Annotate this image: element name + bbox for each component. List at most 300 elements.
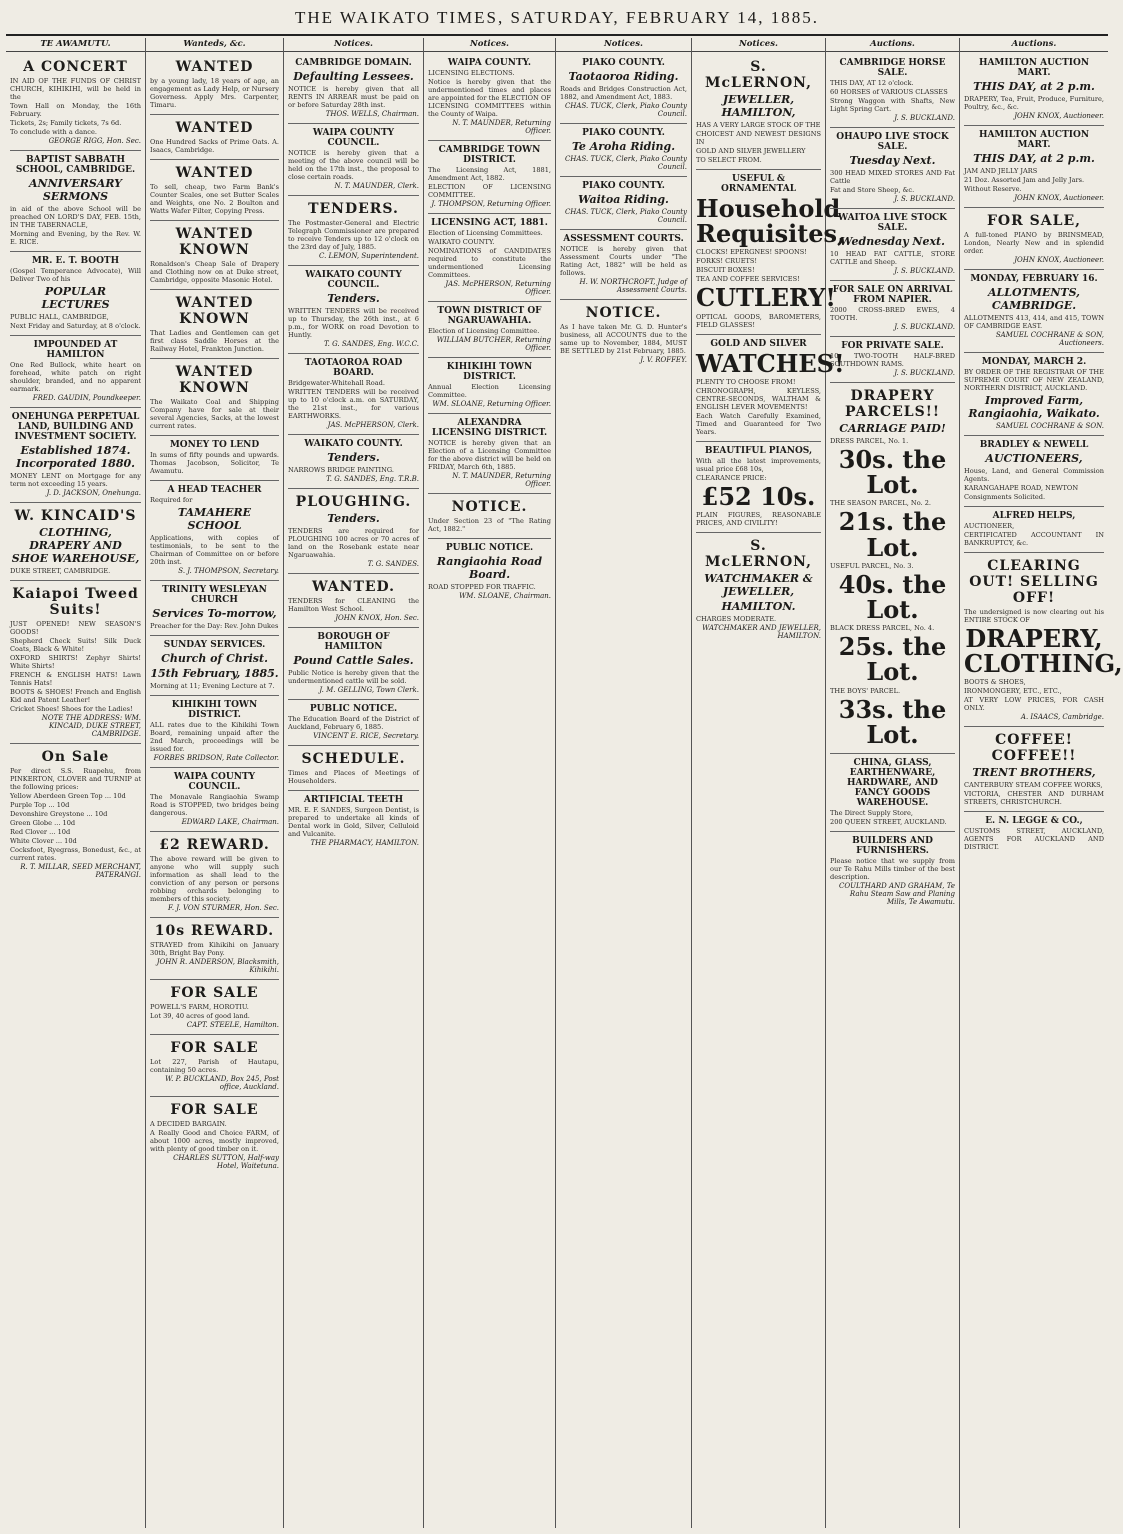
ad-text: With all the latest improvements, usual price £68 10s, xyxy=(696,456,821,473)
ad-text: MONEY LENT on Mortgage for any term not exceeding 15 years. xyxy=(10,472,141,488)
ad-signature: JAS. McPHERSON, Returning Officer. xyxy=(445,280,551,296)
ad-title: E. N. LEGGE & CO., xyxy=(985,816,1083,827)
advertisement xyxy=(150,290,279,359)
ad-text: THIS DAY, at 2 p.m. xyxy=(973,152,1095,165)
ad-title: BOROUGH OF HAMILTON xyxy=(317,632,390,652)
ad-title: ARTIFICIAL TEETH xyxy=(303,795,404,805)
column-6 xyxy=(692,38,846,1528)
ad-text: Services To-morrow, xyxy=(152,607,277,620)
ad-text: CARRIAGE PAID! xyxy=(839,422,946,435)
ad-text: House, Land, and General Commission Agents. xyxy=(964,467,1104,483)
ad-text: Tenders. xyxy=(327,292,380,305)
advertisement xyxy=(964,208,1104,270)
ad-title: WAIPA COUNTY COUNCIL. xyxy=(312,128,395,148)
ad-title: WANTED. xyxy=(311,579,396,595)
ad-text: Preacher for the Day: Rev. John Dukes xyxy=(150,622,279,630)
ad-text: Public Notice is hereby given that the undermentioned cattle will be sold. xyxy=(288,669,419,685)
advertisement xyxy=(150,581,279,636)
ad-text: In sums of fifty pounds and upwards. Thomas Jacobson, Solicitor, Te Awamutu. xyxy=(150,451,279,475)
ad-title: SUNDAY SERVICES. xyxy=(163,640,266,650)
advertisement xyxy=(288,746,419,791)
ad-title: HAMILTON AUCTION MART. xyxy=(978,130,1090,150)
ad-text: TENDERS are required for PLOUGHING 100 acres or 70 acres of land on the Rosebank estate near Ngaruawahia. xyxy=(288,527,419,559)
column-header: Auctions. xyxy=(960,38,1108,52)
ad-title: A HEAD TEACHER xyxy=(167,485,262,495)
ad-title: ONEHUNGA PERPETUAL LAND, BUILDING AND INVESTMENT SOCIETY. xyxy=(11,412,140,442)
ad-text: PUBLIC HALL, CAMBRIDGE, xyxy=(10,313,109,321)
ad-text: One Red Bullock, white heart on forehead, white patch on right shoulder, branded, and no apparent earmark. xyxy=(10,361,141,393)
advertisement xyxy=(830,754,955,832)
ad-text: The Waikato Coal and Shipping Company have for sale at their several Agencies, Sacks, at the lowest current rates. xyxy=(150,398,279,430)
ad-title: ALEXANDRA LICENSING DISTRICT. xyxy=(431,418,548,438)
ad-text: A Really Good and Choice FARM, of about 1000 acres, mostly improved, with plenty of good timber on it. xyxy=(150,1129,279,1153)
ad-text: GOLD AND SILVER JEWELLERY xyxy=(696,147,806,155)
ad-text: Fat and Store Sheep, &c. xyxy=(830,186,915,194)
advertisement xyxy=(560,124,687,177)
ad-text: 25s. the Lot. xyxy=(838,632,947,687)
ad-text: BISCUIT BOXES! xyxy=(696,266,755,275)
column-header: Notices. xyxy=(556,38,691,52)
advertisement xyxy=(830,383,955,754)
ad-text: Bridgewater-Whitehall Road. xyxy=(288,379,385,387)
ad-text: Improved Farm, Rangiaohia, Waikato. xyxy=(968,394,1100,420)
ad-signature: F. J. VON STURMER, Hon. Sec. xyxy=(168,904,279,912)
ad-text: A full-toned PIANO by BRINSMEAD, London, Nearly New and in splendid order. xyxy=(964,231,1104,255)
advertisement xyxy=(830,209,955,281)
ad-text: TO SELECT FROM. xyxy=(696,156,762,164)
ad-text: Election of Licensing Committee. xyxy=(428,327,540,335)
ad-title: SCHEDULE. xyxy=(301,751,406,767)
advertisement xyxy=(428,414,551,494)
ad-text: The Monavale Rangiaohia Swamp Road is STOPPED, two bridges being dangerous. xyxy=(150,793,279,817)
advertisement xyxy=(964,812,1104,856)
advertisement xyxy=(10,336,141,408)
ad-text: CHRONOGRAPH, KEYLESS, CENTRE-SECONDS, WALTHAM & ENGLISH LEVER MOVEMENTS! xyxy=(696,386,821,411)
ad-text: NOTICE is hereby given that an Election of a Licensing Committee for the above district will be held on FRIDAY, March 6th, 1885. xyxy=(428,439,551,471)
advertisement xyxy=(288,196,419,266)
ad-text: JAM AND JELLY JARS xyxy=(964,167,1038,175)
ad-text: Roads and Bridges Construction Act, 1882, and Amendment Act, 1883. xyxy=(560,85,687,101)
ad-signature: J. M. GELLING, Town Clerk. xyxy=(319,686,419,694)
ad-signature: SAMUEL COCHRANE & SON, Auctioneers. xyxy=(995,331,1104,347)
ad-text: FRENCH & ENGLISH HATS! Lawn Tennis Hats! xyxy=(10,671,141,687)
ad-signature: J. S. BUCKLAND. xyxy=(894,323,955,331)
ad-text: TRENT BROTHERS, xyxy=(972,766,1096,780)
ad-text: NOMINATIONS of CANDIDATES required to constitute the undermentioned Licensing Committees. xyxy=(428,247,551,279)
ad-title: NOTICE. xyxy=(585,305,662,321)
advertisement xyxy=(10,151,141,252)
ad-title: IMPOUNDED AT HAMILTON xyxy=(33,340,118,360)
ad-title: HAMILTON AUCTION MART. xyxy=(978,58,1090,78)
advertisement xyxy=(830,281,955,337)
advertisement xyxy=(964,270,1104,353)
advertisement xyxy=(150,980,279,1035)
ad-signature: N. T. MAUNDER, Clerk. xyxy=(334,182,419,190)
ad-signature: S. J. THOMPSON, Secretary. xyxy=(178,567,279,575)
ad-title: WAIPA COUNTY. xyxy=(447,58,532,68)
ad-text: AUCTIONEERS, xyxy=(985,452,1083,465)
ad-text: CLOCKS! EPERGNES! SPOONS! xyxy=(696,248,807,257)
ad-text: WRITTEN TENDERS will be received up to 10 o'clock a.m. on SATURDAY, the 21st inst., for various EARTHWORKS. xyxy=(288,388,419,420)
ad-text: Under Section 23 of "The Rating Act, 1882." xyxy=(428,517,551,533)
column-header: Notices. xyxy=(284,38,423,52)
ad-title: TRINITY WESLEYAN CHURCH xyxy=(162,585,267,605)
ad-title: CAMBRIDGE TOWN DISTRICT. xyxy=(438,145,541,165)
advertisement xyxy=(288,54,419,124)
ad-signature: T. G. SANDES, Eng. T.R.B. xyxy=(326,475,419,483)
column-5 xyxy=(556,38,692,1528)
advertisement xyxy=(964,436,1104,507)
ad-text: Green Globe ... 10d xyxy=(10,819,76,827)
ad-title: FOR SALE xyxy=(170,1102,259,1118)
ad-signature: WM. SLOANE, Chairman. xyxy=(459,592,551,600)
advertisement xyxy=(428,302,551,358)
advertisement xyxy=(10,503,141,581)
ad-text: WRITTEN TENDERS will be received up to Thursday, the 26th inst., at 6 p.m., for WORK on road Devotion to Huntly. xyxy=(288,307,419,339)
ad-text: Lot 39, 40 acres of good land. xyxy=(150,1012,250,1020)
ad-title: PUBLIC NOTICE. xyxy=(445,543,534,553)
ad-text: Annual Election Licensing Committee. xyxy=(428,383,551,399)
ad-text: Household Requisites, xyxy=(696,194,846,249)
ad-text: Tenders. xyxy=(327,512,380,525)
ad-signature: THE PHARMACY, HAMILTON. xyxy=(310,839,419,847)
ad-text: IRONMONGERY, ETC., ETC., xyxy=(964,687,1062,696)
ad-text: 60 HORSES of VARIOUS CLASSES xyxy=(830,88,948,96)
ad-title: BEAUTIFUL PIANOS, xyxy=(704,445,813,456)
ad-title: CHINA, GLASS, EARTHENWARE, HARDWARE, AND FANCY GOODS WAREHOUSE. xyxy=(847,757,938,808)
ad-signature: VINCENT E. RICE, Secretary. xyxy=(313,732,419,740)
masthead: THE WAIKATO TIMES, SATURDAY, FEBRUARY 14, 1885. xyxy=(294,8,820,27)
masthead-rule xyxy=(6,34,1108,36)
advertisement xyxy=(560,300,687,369)
advertisement xyxy=(428,54,551,141)
advertisement xyxy=(150,160,279,221)
column-4 xyxy=(424,38,556,1528)
column-header: Notices. xyxy=(424,38,555,52)
advertisement xyxy=(150,1097,279,1175)
ad-text: PLENTY TO CHOOSE FROM! xyxy=(696,377,796,386)
ad-text: To conclude with a dance. xyxy=(10,128,97,136)
ad-signature: CAPT. STEELE, Hamilton. xyxy=(186,1021,279,1029)
ad-signature: J. D. JACKSON, Onehunga. xyxy=(46,489,141,497)
ad-text: NARROWS BRIDGE PAINTING. xyxy=(288,466,395,474)
ad-text: Required for xyxy=(150,496,193,504)
advertisement xyxy=(150,54,279,115)
ad-text: Wednesday Next. xyxy=(840,235,945,248)
ad-text: DRAPERY, Tea, Fruit, Produce, Furniture, Poultry, &c., &c. xyxy=(964,95,1104,111)
advertisement xyxy=(288,435,419,489)
ad-text: USEFUL PARCEL, No. 3. xyxy=(830,561,914,570)
ad-title: WANTED KNOWN xyxy=(175,226,254,258)
ad-text: The Licensing Act, 1881, Amendment Act, 1882. xyxy=(428,166,551,182)
ad-text: ELECTION OF LICENSING COMMITTEE. xyxy=(428,183,551,199)
ad-text: by a young lady, 18 years of age, an engagement as Lady Help, or Nursery Governess. Apply Mrs. Carpenter, Timaru. xyxy=(150,77,279,109)
advertisement xyxy=(288,124,419,196)
ad-text: TAMAHERE SCHOOL xyxy=(177,506,252,532)
ad-title: TOWN DISTRICT OF NGARUAWAHIA. xyxy=(437,306,542,326)
advertisement xyxy=(150,221,279,290)
ad-text: JUST OPENED! NEW SEASON'S GOODS! xyxy=(10,620,141,636)
ad-text: Waitoa Riding. xyxy=(578,193,669,206)
ad-text: ANNIVERSARY SERMONS xyxy=(29,177,122,203)
ad-text: DRAPERY, CLOTHING, xyxy=(964,624,1123,679)
ad-text: BY ORDER OF THE REGISTRAR OF THE SUPREME COURT OF NEW ZEALAND, NORTHERN DISTRICT, AUCKLAND. xyxy=(964,368,1104,392)
ad-title: ASSESSMENT COURTS. xyxy=(563,234,684,244)
advertisement xyxy=(964,507,1104,553)
ad-text: ALL rates due to the Kihikihi Town Board, remaining unpaid after the 2nd March, proceedings will be issued for. xyxy=(150,721,279,753)
ad-text: Times and Places of Meetings of Householders. xyxy=(288,769,419,785)
ad-text: (Gospel Temperance Advocate), Will Deliver Two of his xyxy=(10,267,141,283)
ad-text: AT VERY LOW PRICES, FOR CASH ONLY. xyxy=(964,696,1104,713)
ad-text: Morning at 11; Evening Lecture at 7. xyxy=(150,682,275,690)
ad-text: One Hundred Sacks of Prime Oats. A. Isaacs, Cambridge. xyxy=(150,138,279,154)
advertisement xyxy=(150,696,279,768)
ad-signature: WATCHMAKER AND JEWELLER, HAMILTON. xyxy=(702,623,821,640)
ad-signature: R. T. MILLAR, SEED MERCHANT, PATERANGI. xyxy=(20,863,141,879)
ad-text: 10 TWO-TOOTH HALF-BRED SOUTHDOWN RAMS. xyxy=(830,352,955,368)
ad-title: PIAKO COUNTY. xyxy=(582,128,665,138)
ad-title: MONDAY, MARCH 2. xyxy=(981,357,1087,367)
advertisement xyxy=(830,54,955,128)
ad-text: Taotaoroa Riding. xyxy=(568,70,679,83)
ad-signature: W. P. BUCKLAND, Box 245, Post office, Auckland. xyxy=(165,1075,279,1091)
ad-signature: CHAS. TUCK, Clerk, Piako County Council. xyxy=(564,155,687,171)
ad-signature: JAS. McPHERSON, Clerk. xyxy=(327,421,419,429)
ad-title: PIAKO COUNTY. xyxy=(582,58,665,68)
advertisement xyxy=(696,170,846,335)
column-2 xyxy=(146,38,284,1528)
ad-text: The Direct Supply Store, xyxy=(830,808,913,817)
ad-title: S. McLERNON, xyxy=(705,59,812,91)
advertisement xyxy=(696,442,821,533)
ad-signature: JOHN KNOX, Auctioneer. xyxy=(1014,112,1104,120)
ad-title: COFFEE! COFFEE!! xyxy=(991,732,1077,765)
ad-title: FOR SALE, xyxy=(986,213,1081,229)
ad-title: FOR SALE xyxy=(170,1040,259,1056)
advertisement xyxy=(288,354,419,435)
ad-title: £2 REWARD. xyxy=(159,837,270,853)
advertisement xyxy=(428,214,551,302)
column-header: Notices. xyxy=(692,38,825,52)
ad-text: Purple Top ... 10d xyxy=(10,801,70,809)
ad-title: BUILDERS AND FURNISHERS. xyxy=(852,835,933,856)
advertisement xyxy=(830,128,955,209)
ad-text: Notice is hereby given that the undermentioned times and places are appointed for the ELECTION OF LICENSING COMMITTEES within the County of Waipa. xyxy=(428,78,551,118)
ad-title: MONEY TO LEND xyxy=(169,440,260,450)
ad-title: WANTED xyxy=(175,59,254,75)
ad-text: Ronaldson's Cheap Sale of Drapery and Clothing now on at Duke street, Cambridge, opposite Masonic Hotel. xyxy=(150,260,279,284)
ad-title: PLOUGHING. xyxy=(295,494,412,510)
ad-title: DRAPERY PARCELS!! xyxy=(844,388,941,420)
ad-text: CERTIFICATED ACCOUNTANT IN BANKRUPTCY, &c. xyxy=(964,531,1104,547)
ad-signature: JOHN KNOX, Hon. Sec. xyxy=(335,614,419,622)
ad-text: FORKS! CRUETS! xyxy=(696,257,758,266)
ad-signature: A. ISAACS, Cambridge. xyxy=(1020,713,1104,722)
advertisement xyxy=(150,1035,279,1097)
ad-text: Election of Licensing Committees. xyxy=(428,229,543,237)
ad-text: KARANGAHAPE ROAD, NEWTON xyxy=(964,484,1079,492)
ad-title: PIAKO COUNTY. xyxy=(582,181,665,191)
ad-text: Tenders. xyxy=(327,451,380,464)
ad-text: Please notice that we supply from our Te Rahu Mills timber of the best description. xyxy=(830,856,955,881)
column-3 xyxy=(284,38,424,1528)
ad-text: WAIKATO COUNTY. xyxy=(428,238,495,246)
ad-text: As I have taken Mr. G. D. Hunter's business, all ACCOUNTS due to the same up to November, 1884, MUST BE SETTLED by 21st February, 1885. xyxy=(560,323,687,355)
ad-text: Established 1874. Incorporated 1880. xyxy=(16,444,135,470)
ad-title: GOLD AND SILVER xyxy=(710,338,807,349)
ad-signature: JOHN KNOX, Auctioneer. xyxy=(1014,256,1104,264)
ad-text: NOTICE is hereby given that Assessment Courts under "The Rating Act, 1882" will be held as follows. xyxy=(560,245,687,277)
advertisement xyxy=(288,489,419,574)
ad-text: POPULAR LECTURES xyxy=(41,285,110,311)
ad-text: OXFORD SHIRTS! Zephyr Shirts! White Shirts! xyxy=(10,654,141,670)
ad-text: ALLOTMENTS, CAMBRIDGE. xyxy=(988,286,1080,312)
advertisement xyxy=(964,126,1104,208)
ad-title: BAPTIST SABBATH SCHOOL, CAMBRIDGE. xyxy=(15,155,136,175)
ad-text: STRAYED from Kihikihi on January 30th, Bright Bay Pony. xyxy=(150,941,279,957)
advertisement xyxy=(428,539,551,605)
advertisement xyxy=(150,636,279,696)
ad-title: Kaiapoi Tweed Suits! xyxy=(12,586,139,618)
advertisement xyxy=(696,54,821,170)
advertisement xyxy=(964,353,1104,436)
ad-title: WANTED KNOWN xyxy=(175,295,254,327)
advertisement xyxy=(10,581,141,744)
ad-text: 300 HEAD MIXED STORES AND Fat Cattle xyxy=(830,169,955,185)
ad-text: Consignments Solicited. xyxy=(964,493,1046,501)
ad-signature: H. W. NORTHCROFT, Judge of Assessment Courts. xyxy=(579,278,687,294)
ad-text: £52 10s. xyxy=(701,481,816,511)
ad-text: WATCHES! xyxy=(696,348,845,378)
advertisement xyxy=(10,54,141,151)
ad-text: Pound Cattle Sales. xyxy=(293,654,414,667)
ad-text: 200 QUEEN STREET, AUCKLAND. xyxy=(830,817,947,826)
advertisement xyxy=(428,494,551,539)
advertisement xyxy=(150,768,279,832)
ad-title: KIHIKIHI TOWN DISTRICT. xyxy=(171,700,258,720)
ad-text: THE SEASON PARCEL, No. 2. xyxy=(830,499,932,508)
ad-title: W. KINCAID'S xyxy=(14,508,137,524)
ad-text: ROAD STOPPED FOR TRAFFIC. xyxy=(428,583,536,591)
ad-title: NOTICE. xyxy=(451,499,528,515)
ad-text: TENDERS for CLEANING the Hamilton West School. xyxy=(288,597,419,613)
ad-text: White Clover ... 10d xyxy=(10,837,77,845)
ad-signature: J. S. BUCKLAND. xyxy=(894,267,955,275)
advertisement xyxy=(150,359,279,436)
ad-text: 2000 CROSS-BRED EWES, 4 TOOTH. xyxy=(830,306,955,322)
ad-title: TAOTAOROA ROAD BOARD. xyxy=(304,358,403,378)
ad-text: HAMILTON. xyxy=(721,599,796,613)
ad-signature: CHAS. TUCK, Clerk, Piako County Council. xyxy=(564,208,687,224)
advertisement xyxy=(964,727,1104,812)
ad-text: in aid of the above School will be preached ON LORD'S DAY, FEB. 15th, IN THE TABERNACLE, xyxy=(10,205,141,229)
ad-signature: CHARLES SUTTON, Half-way Hotel, Waitetuna. xyxy=(173,1154,279,1170)
ad-text: CLEARANCE PRICE: xyxy=(696,473,767,482)
ad-text: Yellow Aberdeen Green Top ... 10d xyxy=(10,792,126,800)
ad-signature: SAMUEL COCHRANE & SON. xyxy=(995,422,1104,430)
ad-text: CHARGES MODERATE. xyxy=(696,614,777,623)
ad-signature: T. G. SANDES, Eng. W.C.C. xyxy=(324,340,419,348)
column-header: TE AWAMUTU. xyxy=(6,38,145,52)
ad-text: Next Friday and Saturday, at 8 o'clock. xyxy=(10,322,141,330)
advertisement xyxy=(10,408,141,503)
advertisement xyxy=(288,266,419,354)
ad-text: AUCTIONEER, xyxy=(964,522,1015,530)
ad-text: CUSTOMS STREET, AUCKLAND, AGENTS FOR AUCKLAND AND DISTRICT. xyxy=(964,827,1104,852)
advertisement xyxy=(150,115,279,160)
ad-title: WANTED xyxy=(175,165,254,181)
ad-text: BOOTS & SHOES, xyxy=(964,678,1026,687)
ad-signature: THOS. WELLS, Chairman. xyxy=(325,110,419,118)
ad-text: DRESS PARCEL, No. 1. xyxy=(830,437,909,445)
ad-title: S. McLERNON, xyxy=(705,537,812,570)
ad-title: ALFRED HELPS, xyxy=(992,511,1076,521)
ad-text: CUTLERY! xyxy=(696,283,836,313)
advertisement xyxy=(696,533,821,645)
column-1 xyxy=(6,38,146,1528)
ad-text: Shepherd Check Suits! Silk Duck Coats, Black & White! xyxy=(10,637,141,653)
ad-text: NOTICE is hereby given that a meeting of the above council will be held on the 17th inst., the proposal to close certain roads. xyxy=(288,149,419,181)
ad-text: Applications, with copies of testimonials, to be sent to the Chairman of Committee on or before 20th inst. xyxy=(150,534,279,566)
ad-text: Per direct S.S. Ruapehu, from PINKERTON, CLOVER and TURNIP at the following prices: xyxy=(10,767,141,791)
ad-title: PUBLIC NOTICE. xyxy=(309,704,398,714)
ad-title: OHAUPO LIVE STOCK SALE. xyxy=(836,132,949,152)
ad-title: MR. E. T. BOOTH xyxy=(31,256,120,266)
ad-text: Red Clover ... 10d xyxy=(10,828,71,836)
advertisement xyxy=(288,791,419,852)
ad-text: Te Aroha Riding. xyxy=(571,140,676,153)
advertisement xyxy=(428,141,551,214)
ad-signature: J. V. ROFFEY. xyxy=(640,356,687,364)
ad-text: TEA AND COFFEE SERVICES! xyxy=(696,275,800,284)
ad-text: CHOICEST AND NEWEST DESIGNS IN xyxy=(696,130,821,146)
ad-title: CLEARING OUT! SELLING OFF! xyxy=(969,558,1099,606)
ad-text: 21 Doz. Assorted Jam and Jelly Jars. xyxy=(964,176,1085,184)
ad-text: Rangiaohia Road Board. xyxy=(436,555,543,581)
ad-text: PLAIN FIGURES, REASONABLE PRICES, AND CIVILITY! xyxy=(696,510,821,527)
ad-title: A CONCERT xyxy=(23,59,128,75)
ad-text: Town Hall on Monday, the 16th February. xyxy=(10,102,141,118)
advertisement xyxy=(150,918,279,980)
advertisement xyxy=(830,832,955,911)
advertisement xyxy=(150,481,279,581)
advertisement xyxy=(288,628,419,700)
ad-text: Church of Christ. xyxy=(161,652,268,665)
ad-text: That Ladies and Gentlemen can get first class Saddle Horses at the Railway Hotel, Frankton Junction. xyxy=(150,329,279,353)
ad-title: FOR SALE ON ARRIVAL FROM NAPIER. xyxy=(832,285,953,305)
ad-title: WAIPA COUNTY COUNCIL. xyxy=(173,772,256,792)
advertisement xyxy=(560,177,687,230)
ad-text: CLOTHING, DRAPERY AND SHOE WAREHOUSE, xyxy=(11,526,140,565)
ad-text: Tickets, 2s; Family tickets, 7s 6d. xyxy=(10,119,122,127)
ad-text: DUKE STREET, CAMBRIDGE. xyxy=(10,567,111,575)
ad-text: Defaulting Lessees. xyxy=(293,70,414,83)
ad-text: 15th February, 1885. xyxy=(150,667,279,680)
ad-title: MONDAY, FEBRUARY 16. xyxy=(970,274,1098,284)
advertisement xyxy=(288,574,419,628)
ad-signature: J. S. BUCKLAND. xyxy=(894,195,955,203)
ad-text: Lot 227, Parish of Hautapu, containing 50 acres. xyxy=(150,1058,279,1074)
ad-title: WANTED KNOWN xyxy=(175,364,254,396)
advertisement xyxy=(288,700,419,746)
ad-text: The Postmaster-General and Electric Telegraph Commissioner are prepared to receive Tenders up to 12 o'clock on the 23rd day of July, 1885. xyxy=(288,219,419,251)
ad-text: NOTICE is hereby given that all RENTS IN ARREAR must be paid on or before Saturday 28th inst. xyxy=(288,85,419,109)
column-8 xyxy=(960,38,1123,1528)
ad-title: 10s REWARD. xyxy=(154,923,275,939)
ad-title: KIHIKIHI TOWN DISTRICT. xyxy=(446,362,533,382)
ad-signature: J. S. BUCKLAND. xyxy=(894,114,955,122)
ad-title: CAMBRIDGE HORSE SALE. xyxy=(839,58,946,78)
